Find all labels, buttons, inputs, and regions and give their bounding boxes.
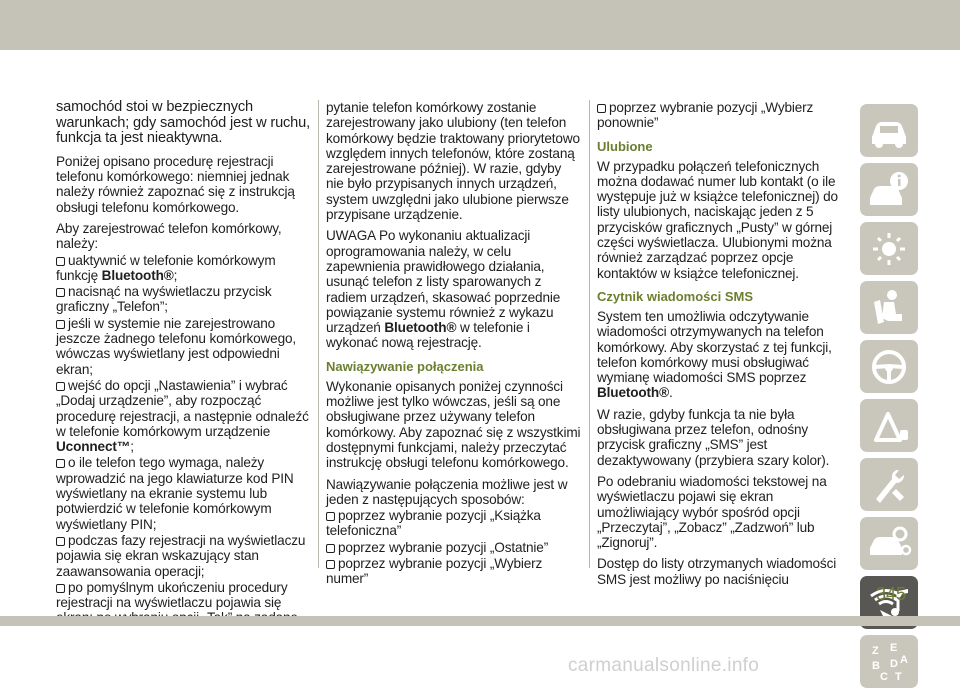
svg-text:A: A [900, 653, 908, 666]
paragraph: Aby zarejestrować telefon komórkowy, należy: [56, 220, 282, 252]
paragraph: Dostęp do listy otrzymanych wiadomości SMS jest możliwy po naciśnięciu [597, 556, 837, 587]
emergency-triangle-icon [866, 406, 912, 446]
svg-text:E: E [890, 641, 898, 654]
paragraph: Wykonanie opisanych poniżej czynności możliwe jest tylko wówczas, jeśli są one obsługiwane przez używany telefon komórkowy. Aby zapoznać się z wszystkimi dostępnymi funkcjami, należy przeczytać instrukcję obsługi telefonu komórkowego. [326, 378, 581, 471]
checkbox-bullet-icon [326, 560, 335, 569]
list-item: nacisnąć na wyświetlaczu przycisk graficzny „Telefon”; [56, 284, 272, 315]
technical-data-icon [866, 524, 912, 564]
checkbox-bullet-icon [326, 544, 335, 553]
list-item: poprzez wybranie pozycji „Ostatnie” [326, 540, 582, 555]
checkbox-bullet-icon [56, 584, 65, 593]
checkbox-bullet-icon [597, 104, 606, 113]
column-2 [326, 100, 582, 588]
car-info-icon [866, 170, 912, 210]
list-item: po pomyślnym ukończeniu procedury rejestracji na wyświetlaczu pojawia się [56, 579, 288, 611]
svg-text:B: B [872, 659, 880, 672]
tab-maintenance[interactable] [860, 458, 918, 511]
svg-text:C: C [880, 670, 888, 683]
column-3 [597, 100, 847, 593]
steering-wheel-icon [866, 347, 912, 387]
seat-safety-icon [866, 288, 912, 328]
column-divider [589, 100, 590, 568]
tab-car[interactable] [860, 104, 918, 157]
paragraph: pytanie telefon komórkowy zostanie zarejestrowany jako ulubiony (ten telefon komórkowy będzie traktowany priorytetowo względem innych telefonów, które zostaną zarejestrowane później). W razie, gdyby nie było przypisanych innych urządzeń, system uwzględni jako ulubione pierwsze przypisane urządzenie. [326, 100, 580, 223]
svg-text:T: T [895, 670, 902, 683]
tab-seat-safety[interactable] [860, 281, 918, 334]
checkbox-bullet-icon [56, 288, 65, 297]
section-heading: Czytnik wiadomości SMS [597, 288, 754, 304]
page-number: 345 [875, 584, 907, 604]
paragraph: Nawiązywanie połączenia możliwe jest w jeden z następujących sposobów: [326, 476, 568, 507]
tab-steering-wheel[interactable] [860, 340, 918, 393]
checkbox-bullet-icon [326, 512, 335, 521]
tab-index[interactable] [860, 635, 918, 688]
checkbox-bullet-icon [56, 382, 65, 391]
list-item: poprzez wybranie pozycji „Wybierz ponownie” [597, 100, 814, 131]
header-bar [0, 0, 960, 50]
warning-lights-icon [866, 229, 912, 269]
paragraph: UWAGA Po wykonaniu aktualizacji oprogramowania należy, w celu zapewnienia prawidłowego działania, usunąć telefon z listy sparowanych z radiem urządzeń, skasować poprzednie powiązanie systemu również z wykazu urządzeń Bluetooth® w telefonie i wykonać nową rejestrację. [326, 228, 561, 351]
index-letters-icon [866, 641, 912, 683]
list-item: jeśli w systemie nie zarejestrowano jeszcze żadnego telefonu komórkowego, wówczas wyświetlany jest odpowiedni ekran; [56, 315, 297, 377]
footer-bar [0, 616, 960, 626]
section-heading: Nawiązywanie połączenia [326, 358, 484, 374]
list-item: poprzez wybranie pozycji „Książka telefoniczna” [326, 508, 541, 539]
paragraph: System ten umożliwia odczytywanie wiadomości otrzymywanych na telefon komórkowy. Aby skorzystać z tej funkcji, telefon komórkowy musi obsługiwać wymianę wiadomości SMS poprzez Bluetooth®. [597, 308, 832, 401]
checkbox-bullet-icon [56, 459, 65, 468]
section-heading: Ulubione [597, 138, 653, 154]
column-divider [318, 100, 319, 568]
lead-paragraph: samochód stoi w bezpiecznych warunkach; gdy samochód jest w ruchu, funkcja ta jest nieaktywna. [56, 99, 311, 147]
checkbox-bullet-icon [56, 537, 65, 546]
tab-warning-lights[interactable] [860, 222, 918, 275]
checkbox-bullet-icon [56, 257, 65, 266]
list-item: o ile telefon tego wymaga, należy wprowadzić na jego klawiaturze kod PIN wyświetlany na ekranie systemu lub potwierdzić w telefonie komórkowym wyświetlany PIN; [56, 455, 294, 532]
tab-emergency[interactable] [860, 399, 918, 452]
checkbox-bullet-icon [56, 320, 65, 329]
list-item: podczas fazy rejestracji na wyświetlaczu pojawia się ekran wskazujący stan zaawansowania operacji; [56, 532, 306, 579]
chapter-tabs [860, 104, 918, 694]
svg-text:D: D [890, 657, 898, 670]
tab-technical-data[interactable] [860, 517, 918, 570]
paragraph: Poniżej opisano procedurę rejestracji telefonu komórkowego: niemniej jednak należy również zapoznać się z instrukcją obsługi telefonu komórkowego. [56, 153, 295, 215]
maintenance-tools-icon [866, 465, 912, 505]
paragraph: W razie, gdyby funkcja ta nie była obsługiwana przez telefon, odnośny przycisk graficzny „SMS” jest dezaktywowany (przybiera szary kolor). [597, 406, 830, 468]
paragraph: Po odebraniu wiadomości tekstowej na wyświetlaczu pojawi się ekran umożliwiający wybór spośród opcji „Przeczytaj”, „Zobacz” „Zadzwoń” lub „Zignoruj”. [597, 473, 827, 551]
watermark: carmanualsonline.info [568, 655, 760, 676]
list-item: wejść do opcji „Nastawienia” i wybrać „Dodaj urządzenie”, aby rozpocząć procedurę rejestracji, a następnie odnaleźć w telefonie komórkowym urządzenie Uconnect™; [56, 377, 309, 455]
list-item: poprzez wybranie pozycji „Wybierz numer” [326, 556, 543, 587]
column-1 [56, 100, 314, 627]
paragraph: W przypadku połączeń telefonicznych można dodawać numer lub kontakt (o ile występuje już w książce telefonicznej) do listy ulubionych, naciskając jeden z 5 przycisków graficznych „Pusty” w górnej części wyświetlacza. Ulubionymi można również zarządzać poprzez opcje kontaktów w książce telefonicznej. [597, 158, 838, 281]
list-item: uaktywnić w telefonie komórkowym funkcję Bluetooth®; [56, 252, 276, 283]
svg-text:Z: Z [872, 644, 879, 657]
car-icon [866, 111, 912, 151]
tab-car-info[interactable] [860, 163, 918, 216]
